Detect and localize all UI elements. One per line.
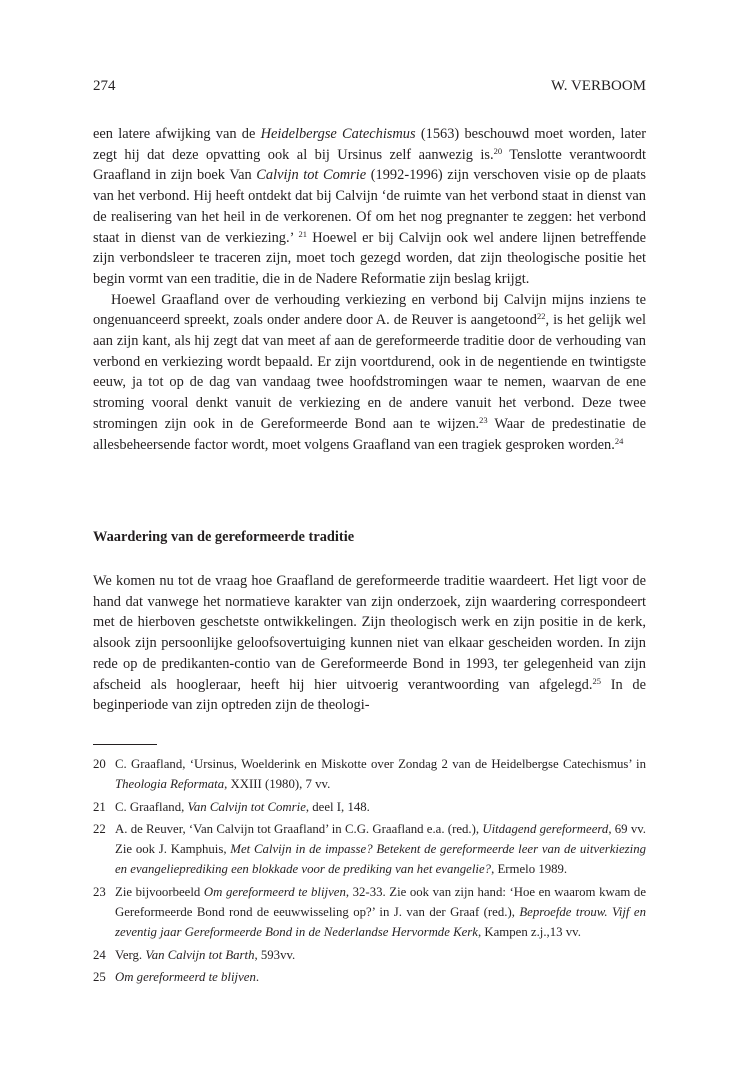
footnote-ref[interactable]: 20 [493,145,503,156]
footnote-ref[interactable]: 22 [537,311,546,322]
italic-title: Heidelbergse Catechismus [260,126,416,142]
footnote-21 [93,797,646,817]
italic-title: Calvijn tot Comrie [256,167,367,184]
body-text [93,124,646,455]
footnote-text: C. Graafland, Van Calvijn tot Comrie, deel I, 148. [115,799,370,814]
running-head: W. VERBOOM [550,78,646,94]
footnote-ref[interactable]: 24 [614,435,624,446]
footnote-divider [93,744,157,745]
footnotes [93,754,646,989]
footnote-number: 21 [93,799,106,814]
footnote-number: 23 [93,884,106,899]
footnote-number: 22 [93,821,106,836]
footnote-22 [93,819,646,880]
footnote-text: Zie bijvoorbeeld Om gereformeerd te blijven, 32-33. Zie ook van zijn hand: ‘Hoe en waarom kwam de Gereformeerde Bond rond de eeuwwisseling op?’ in J. van der Graaf (red.), Beproefde trouw. Vijf en zeventig jaar Gereformeerde Bond in de Nederlandse Hervormde Kerk, Kampen z.j.,13 vv. [115,884,647,940]
footnote-text: Verg. Van Calvijn tot Barth, 593vv. [115,947,296,962]
paragraph-2: Hoewel Graafland over de verhouding verkiezing en verbond bij Calvijn mijns inziens te ongenuanceerd spreekt, zoals onder andere door A. de Reuver is aangetoond$^{22}$, is het gelijk wel aan zijn kant, als hij zegt dat van meet af aan de gereformeerde traditie door de verhouding van verbond en verkiezing wordt bepaald. Er zijn voortdurend, ook in de negentiende en twintigste eeuw, ja tot op de dag van vandaag twee hoofdstromingen waar te nemen, waarvan de ene stroming vooral denkt vanuit de verkiezing en de andere vanuit het verbond. Deze twee stromingen zijn ook in de Gereformeerde Bond aan te wijzen.$^{23}$ Waar de predestinatie de allesbeheersende factor wordt, moet volgens Graafland van een tragiek gesproken worden.$^{24}$ [93,291,647,453]
section-text [93,571,646,716]
footnote-23 [93,882,646,943]
footnote-number: 24 [93,947,106,962]
footnote-number: 25 [93,969,106,984]
footnote-text: Om gereformeerd te blijven. [115,969,260,984]
paragraph-3: We komen nu tot de vraag hoe Graafland de gereformeerde traditie waardeert. Het ligt voor de hand dat vanwege het normatieve karakter van zijn onderzoek, zijn waardering correspondeert met de hierboven geschetste ontwikkelingen. Zijn theologisch werk en zijn positie in de kerk, alsook zijn persoonlijke geloofsovertuiging kunnen niet van elkaar gescheiden worden. In zijn rede op de predikanten-contio van de Gereformeerde Bond in 1993, ter gelegenheid van zijn afscheid als hoogleraar, heeft hij hier uitvoerig verantwoording van afgelegd.$^{25}$ In de beginperiode van zijn optreden zijn de theologi- [93,573,647,714]
page-number: 274 [93,78,116,94]
paragraph-1: een latere afwijking van de Heidelbergse Catechismus (1563) beschouwd moet worden, later zegt hij dat deze opvatting ook al bij Ursinus zelf aanwezig is.$^{20}$ Tenslotte verantwoordt Graafland in zijn boek Van Calvijn tot Comrie (1992-1996) zijn verschoven visie op de plaats van het verbond. Hij heeft ontdekt dat bij Calvijn ‘de ruimte van het verbond staat in dienst van de realisering van het heil in de verkorenen. Of om het nog pregnanter te zeggen: het verbond staat in dienst van de verkiezing.’ $^{21}$ Hoewel er bij Calvijn ook wel andere lijnen betreffende zijn verbondsleer te traceren zijn, moet toch gezegd worden, dat zijn theologische positie het begin vormt van een traditie, die in de Nadere Reformatie zijn beslag krijgt. [93,126,646,287]
footnote-ref[interactable]: 25 [592,675,601,686]
footnote-ref[interactable]: 23 [479,414,488,425]
footnote-20 [93,754,646,795]
footnote-text: A. de Reuver, ‘Van Calvijn tot Graafland’ in C.G. Graafland e.a. (red.), Uitdagend gereformeerd, 69 vv. Zie ook J. Kamphuis, Met Calvijn in de impasse? Betekent de gereformeerde leer van de uitverkiezing en evangelieprediking een blokkade voor de prediking van het evangelie?, Ermelo 1989. [115,821,647,877]
footnote-ref[interactable]: 21 [298,228,308,239]
page-header [93,78,646,95]
footnote-25 [93,967,646,987]
footnote-24 [93,945,646,965]
footnote-number: 20 [93,757,106,771]
section-heading: Waardering van de gereformeerde traditie [93,529,355,545]
footnote-text: C. Graafland, ‘Ursinus, Woelderink en Miskotte over Zondag 2 van de Heidelbergse Catechismus’ in Theologia Reformata, XXIII (1980), 7 vv. [115,757,646,792]
